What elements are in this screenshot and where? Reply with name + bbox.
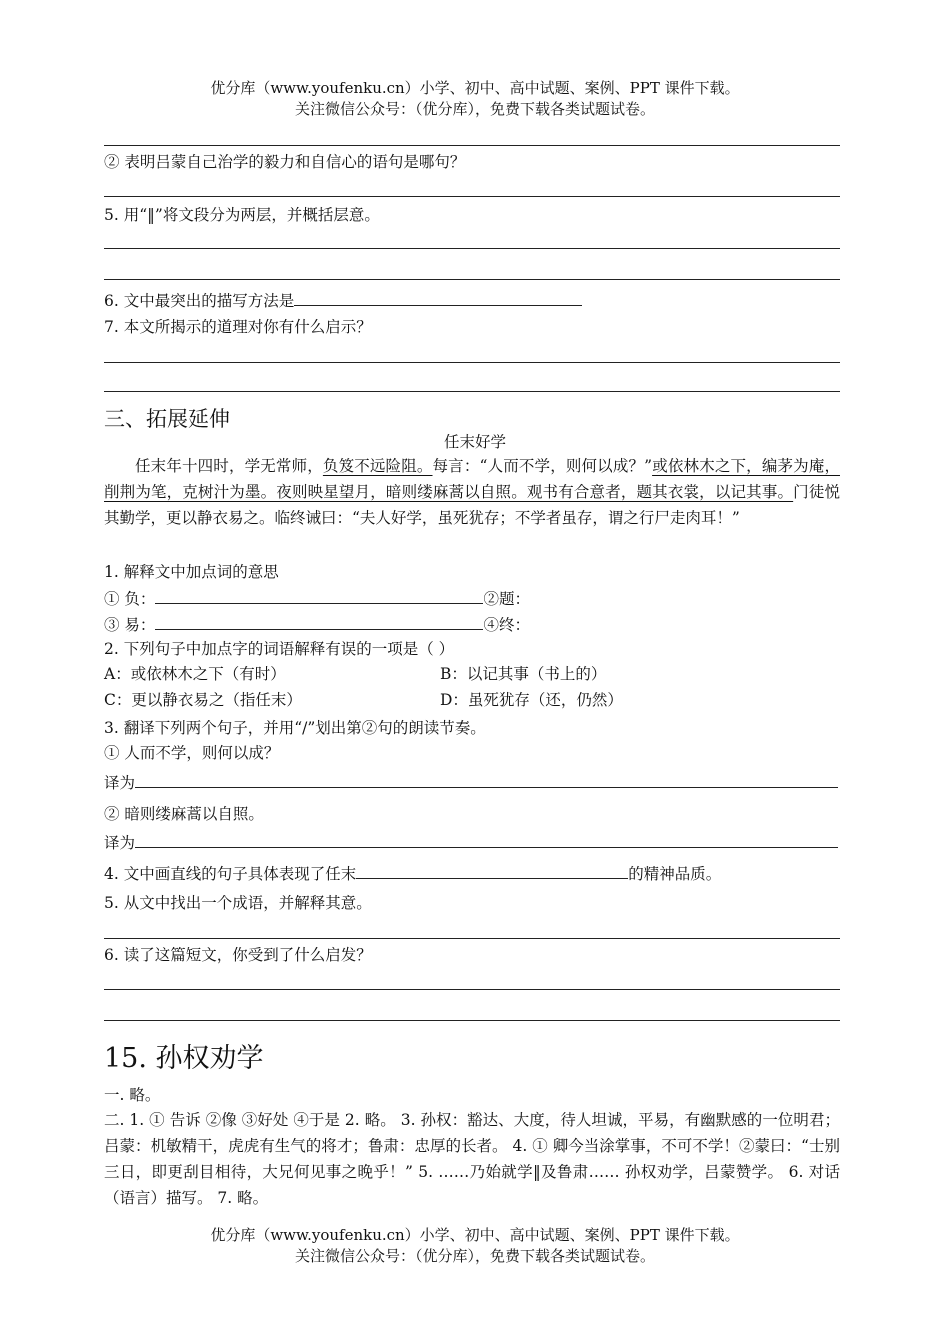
fill-blank[interactable] bbox=[155, 613, 483, 630]
option-c[interactable]: C：更以静衣易之（指任末） bbox=[104, 691, 302, 709]
sentence-2: ② 暗则缕麻蒿以自照。 bbox=[104, 805, 264, 823]
passage-text: 门徒悦其勤学，更以静衣易之。临终诫曰：“夫人好学，虽死犹存；不学者虽存，谓之行尸走肉耳！” bbox=[104, 483, 840, 527]
answer-line bbox=[104, 938, 840, 939]
question-text: 1. 解释文中加点词的意思 bbox=[104, 563, 279, 581]
option-d[interactable]: D：虽死犹存（还，仍然） bbox=[440, 691, 623, 709]
option-a[interactable]: A：或依林木之下（有时） bbox=[104, 665, 286, 683]
answer-text: 一. 略。 bbox=[104, 1086, 161, 1104]
item-label: ① 负： bbox=[104, 590, 156, 608]
underlined-sentence: 或依林木之下，编茅为庵，削荆为笔，克树汁为墨。夜则映星望月，暗则缕麻蒿以自照。观书有合意者，题其衣裳，以记其事。 bbox=[104, 457, 840, 501]
answer-text: 二. 1. ① 告诉 ②像 ③好处 ④于是 2. 略。 3. 孙权：豁达、大度，待人坦诚，平易，有幽默感的一位明君；吕蒙：机敏精干，虎虎有生气的将才；鲁肃：忠厚的长者。 4. ① 卿今当涂掌事，不可不学！②蒙曰：“士别三日，即更刮目相待，大兄何见事之晚乎！” 5. ……乃始就学‖及鲁肃…… 孙权劝学，吕蒙赞学。 6. 对话（语言）描写。 7. 略。 bbox=[104, 1111, 840, 1207]
answer-line bbox=[104, 391, 840, 392]
question-label: 6. 文中最突出的描写方法是 bbox=[104, 292, 295, 310]
question-text bbox=[104, 289, 582, 313]
footer-line-2: 关注微信公众号：（优分库），免费下载各类试题试卷。 bbox=[294, 1247, 655, 1265]
fill-blank[interactable] bbox=[294, 289, 582, 306]
section-heading: 三、拓展延伸 bbox=[104, 407, 230, 431]
footer-line-1: 优分库（www.youfenku.cn）小学、初中、高中试题、案例、PPT 课件下载。 bbox=[210, 1226, 740, 1244]
header-line-1: 优分库（www.youfenku.cn）小学、初中、高中试题、案例、PPT 课件下载。 bbox=[210, 79, 740, 97]
question-text: 3. 翻译下列两个句子，并用“/”划出第②句的朗读节奏。 bbox=[104, 719, 486, 737]
fill-blank[interactable] bbox=[356, 862, 628, 879]
question-row bbox=[104, 587, 530, 611]
fill-blank[interactable] bbox=[135, 771, 838, 788]
translate-row bbox=[104, 771, 840, 795]
translate-label: 译为 bbox=[104, 834, 136, 852]
answer-line bbox=[104, 145, 840, 146]
answer-line bbox=[104, 279, 840, 280]
question-text: 5. 用“‖”将文段分为两层，并概括层意。 bbox=[104, 206, 380, 224]
header-line-2: 关注微信公众号：（优分库），免费下载各类试题试卷。 bbox=[294, 100, 655, 118]
passage-title: 任末好学 bbox=[443, 433, 506, 451]
question-label: 4. 文中画直线的句子具体表现了任末 bbox=[104, 865, 357, 883]
item-label: ④终： bbox=[483, 616, 530, 634]
translate-row bbox=[104, 831, 840, 855]
fill-blank[interactable] bbox=[155, 587, 483, 604]
question-text: ② 表明吕蒙自己治学的毅力和自信心的语句是哪句？ bbox=[104, 153, 466, 171]
question-text: 7. 本文所揭示的道理对你有什么启示？ bbox=[104, 318, 372, 336]
answer-line bbox=[104, 1020, 840, 1021]
question-text: 2. 下列句子中加点字的词语解释有误的一项是（ ） bbox=[104, 640, 455, 658]
passage-text: 每言：“人而不学，则何以成？” bbox=[432, 457, 653, 475]
item-label: ③ 易： bbox=[104, 616, 156, 634]
question-row bbox=[104, 613, 530, 637]
question-text bbox=[104, 862, 721, 886]
answer-line bbox=[104, 196, 840, 197]
passage-body bbox=[104, 453, 840, 531]
item-label: ②题： bbox=[483, 590, 530, 608]
option-b[interactable]: B：以记其事（书上的） bbox=[440, 665, 607, 683]
translate-label: 译为 bbox=[104, 774, 136, 792]
fill-blank[interactable] bbox=[135, 831, 838, 848]
answer-line bbox=[104, 248, 840, 249]
answer-line bbox=[104, 989, 840, 990]
question-label: 的精神品质。 bbox=[628, 865, 722, 883]
question-text: 6. 读了这篇短文，你受到了什么启发？ bbox=[104, 946, 372, 964]
sentence-1: ① 人而不学，则何以成？ bbox=[104, 744, 280, 762]
answer-line bbox=[104, 362, 840, 363]
answers-title: 15. 孙权劝学 bbox=[104, 1043, 264, 1074]
passage-text: 任末年十四时，学无常师， bbox=[135, 457, 323, 475]
underlined-sentence: 负笈不远险阻。 bbox=[322, 457, 433, 475]
question-text: 5. 从文中找出一个成语，并解释其意。 bbox=[104, 894, 372, 912]
